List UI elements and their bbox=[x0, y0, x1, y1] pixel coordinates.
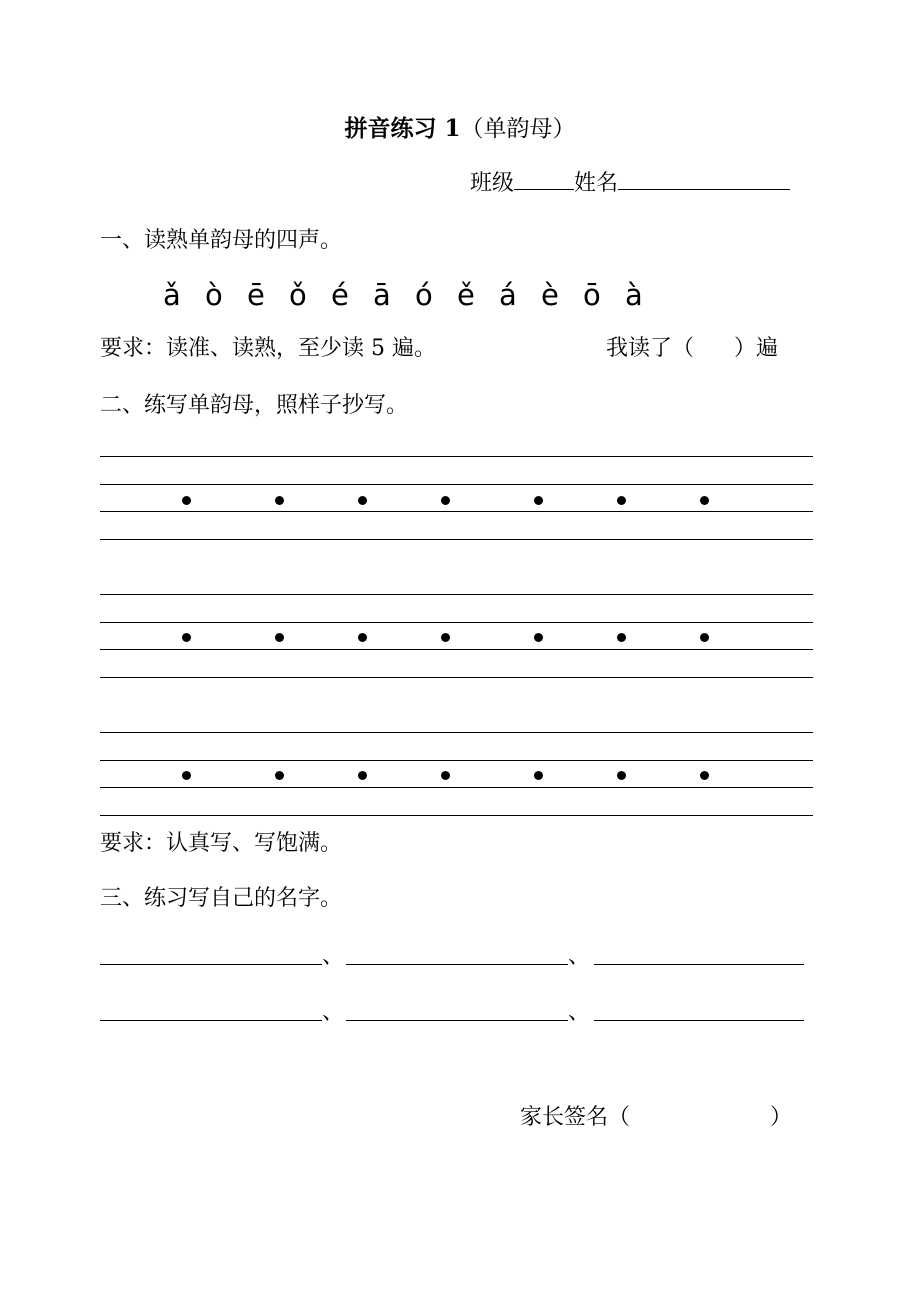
section1-heading: 一、读熟单韵母的四声。 bbox=[100, 228, 343, 253]
ruled-line bbox=[100, 760, 813, 761]
vowel-item: ó bbox=[415, 278, 433, 312]
vowel-item: à bbox=[625, 278, 643, 312]
name-field[interactable] bbox=[618, 167, 790, 190]
sample-dot bbox=[617, 771, 626, 780]
sample-dot bbox=[275, 496, 284, 505]
vowel-item: ǒ bbox=[289, 278, 307, 312]
vowel-item: ǎ bbox=[163, 278, 181, 312]
sample-dot bbox=[275, 771, 284, 780]
ruled-line bbox=[100, 677, 813, 678]
section2-requirement: 要求：认真写、写饱满。 bbox=[100, 831, 343, 856]
vowel-item: é bbox=[331, 278, 349, 312]
ruled-line bbox=[100, 787, 813, 788]
title-sub: （单韵母） bbox=[460, 116, 576, 142]
sample-dot bbox=[358, 496, 367, 505]
parent-signature bbox=[520, 1103, 792, 1133]
sample-dot bbox=[182, 771, 191, 780]
sample-dot bbox=[534, 771, 543, 780]
parent-signature-label: 家长签名（ bbox=[520, 1105, 631, 1130]
name-writing-line[interactable] bbox=[594, 964, 804, 965]
sample-dot bbox=[358, 771, 367, 780]
ruled-line bbox=[100, 732, 813, 733]
ruled-line bbox=[100, 539, 813, 540]
vowel-item: ō bbox=[583, 278, 601, 312]
parent-signature-close: ） bbox=[770, 1105, 793, 1130]
sample-dot bbox=[617, 633, 626, 642]
sample-dot bbox=[534, 496, 543, 505]
separator: 、 bbox=[322, 1000, 345, 1025]
title-main: 拼音练习 1 bbox=[344, 115, 461, 142]
ruled-line bbox=[100, 484, 813, 485]
ruled-line bbox=[100, 511, 813, 512]
vowel-item: ò bbox=[205, 278, 223, 312]
sample-dot bbox=[275, 633, 284, 642]
read-count-prefix: 我读了（ bbox=[606, 336, 695, 361]
sample-dot bbox=[441, 771, 450, 780]
header-fields bbox=[470, 167, 790, 199]
ruled-line bbox=[100, 456, 813, 457]
sample-dot bbox=[617, 496, 626, 505]
sample-dot bbox=[700, 496, 709, 505]
name-writing-line[interactable] bbox=[346, 1020, 568, 1021]
class-field[interactable] bbox=[514, 167, 574, 190]
class-label: 班级 bbox=[470, 171, 515, 196]
vowel-item: ě bbox=[457, 278, 475, 312]
vowel-item: á bbox=[499, 278, 517, 312]
section3-heading: 三、练习写自己的名字。 bbox=[100, 886, 343, 911]
sample-dot bbox=[534, 633, 543, 642]
section2-heading: 二、练写单韵母，照样子抄写。 bbox=[100, 393, 409, 418]
sample-dot bbox=[441, 633, 450, 642]
sample-dot bbox=[182, 633, 191, 642]
sample-dot bbox=[182, 496, 191, 505]
ruled-line bbox=[100, 594, 813, 595]
read-count bbox=[606, 334, 778, 364]
separator: 、 bbox=[568, 944, 591, 969]
name-writing-line[interactable] bbox=[594, 1020, 804, 1021]
sample-dot bbox=[358, 633, 367, 642]
vowel-item: è bbox=[541, 278, 559, 312]
name-writing-line[interactable] bbox=[100, 1020, 322, 1021]
sample-dot bbox=[700, 771, 709, 780]
read-count-suffix: ）遍 bbox=[734, 336, 779, 361]
sample-dot bbox=[441, 496, 450, 505]
name-writing-line[interactable] bbox=[346, 964, 568, 965]
vowel-item: ā bbox=[373, 278, 391, 312]
name-label: 姓名 bbox=[574, 171, 619, 196]
separator: 、 bbox=[568, 1000, 591, 1025]
sample-dot bbox=[700, 633, 709, 642]
vowel-row bbox=[163, 275, 667, 315]
ruled-line bbox=[100, 649, 813, 650]
vowel-item: ē bbox=[247, 278, 265, 312]
section1-requirement: 要求：读准、读熟，至少读 5 遍。 bbox=[100, 336, 436, 361]
ruled-line bbox=[100, 815, 813, 816]
separator: 、 bbox=[322, 944, 345, 969]
ruled-line bbox=[100, 622, 813, 623]
name-writing-line[interactable] bbox=[100, 964, 322, 965]
page-title bbox=[0, 112, 920, 146]
